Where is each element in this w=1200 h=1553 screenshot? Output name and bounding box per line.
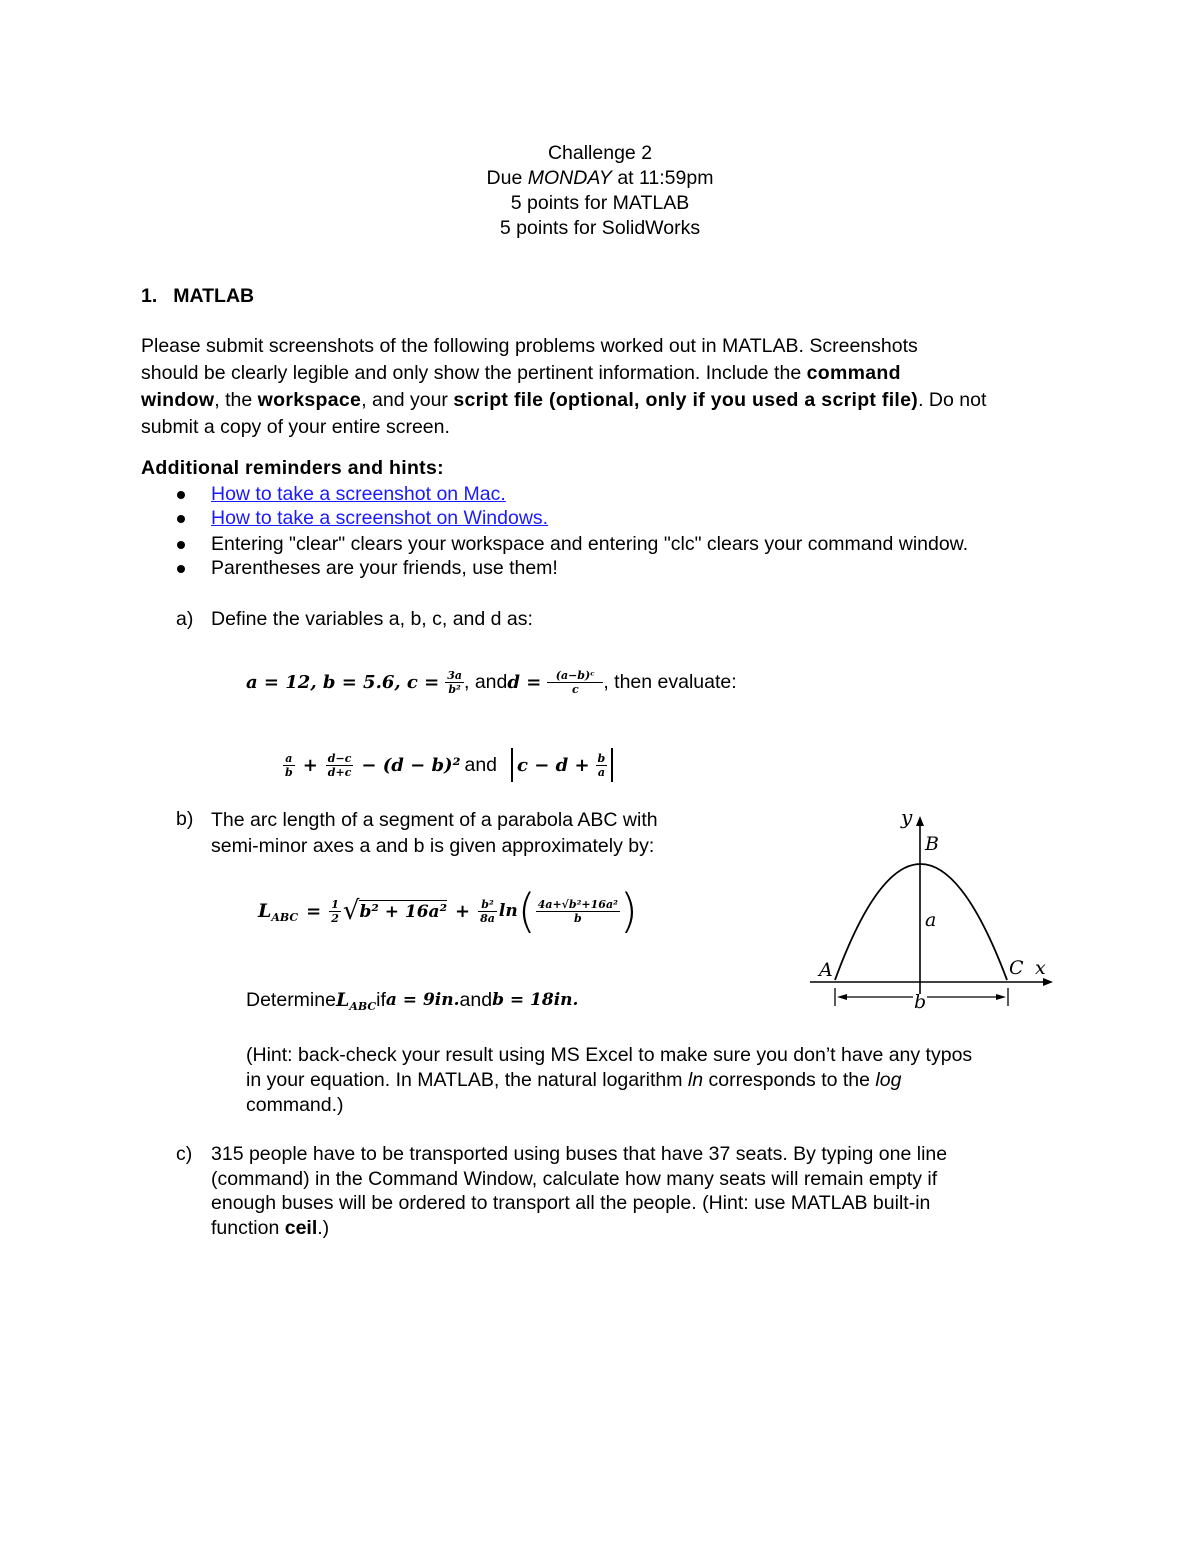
part-a-text: Define the variables a, b, c, and d as:	[211, 608, 533, 630]
part-c-text: 315 people have to be transported using buses that have 37 seats. By typing one line (command) in the Command Window, calculate how many seats will remain empty if enough buses will be ordered to transport all the people. (Hint: use MATLAB built-in function ceil.)	[211, 1143, 948, 1239]
right-paren-icon: )	[619, 884, 638, 938]
frac-half: $\frac{1}{2}$	[331, 897, 339, 925]
sqrt-icon: √	[342, 896, 360, 926]
part-c-label: c)	[176, 1143, 193, 1165]
left-paren-icon: (	[517, 884, 536, 938]
part-a-label: a)	[176, 608, 194, 630]
doc-title: Challenge 2	[547, 142, 653, 164]
frac-b2-8a: $\frac{\text{b²}}{8a}$	[480, 897, 495, 925]
bullet-icon	[177, 515, 185, 523]
hint-parentheses: Parentheses are your friends, use them!	[211, 557, 558, 579]
bullet-icon	[177, 491, 185, 499]
label-A: A	[819, 959, 833, 981]
points-matlab: 5 points for MATLAB	[510, 192, 690, 214]
intro-paragraph: Please submit screenshots of the following problems worked out in MATLAB. Screenshots should be clearly legible and only show the pertinent information. Include the command window, the workspace, and your script file (optional, only if you used a script file). Do not submit a copy of your entire screen.	[141, 335, 987, 438]
part-b-label: b)	[176, 808, 194, 830]
hint-clear-clc: Entering "clear" clears your workspace and entering "clc" clears your command window.	[211, 533, 969, 555]
frac-d: $\frac{\text{(a−b)ᶜ}}{c}$	[547, 669, 603, 696]
frac-c: $\frac{3a}{\text{b²}}$	[447, 668, 462, 696]
determine-line: Determine L $_{ABC}$ if a = 9in. and b = 18in.	[246, 988, 579, 1013]
part-a-definitions: a = 12, b = 5.6, c = $\frac{3a}{\text{b²}}$ , and d = $\frac{\text{(a−b)ᶜ}}{c}$ , then evaluate:	[246, 668, 737, 696]
part-b-text: The arc length of a segment of a parabola ABC with semi-minor axes a and b is given approximately by:	[211, 809, 658, 857]
section-heading: 1. MATLAB	[141, 285, 255, 307]
points-solidworks: 5 points for SolidWorks	[499, 217, 701, 239]
frac-b-over-a: $\frac{b}{a}$	[597, 751, 606, 779]
label-B: B	[925, 833, 939, 855]
parabola-figure	[805, 808, 1060, 1018]
part-a-expressions: $\frac{a}{b}$ + $\frac{d-c}{d+c}$ − (d − b)² and c − d + $\frac{b}{a}$	[283, 743, 613, 787]
label-x: x	[1035, 957, 1046, 979]
label-C: C	[1009, 957, 1024, 979]
frac-dc: $\frac{d-c}{d+c}$	[327, 751, 352, 779]
frac-ln-arg: $\frac{\text{4a+√b²+16a²}}{b}$	[537, 897, 618, 925]
y-axis-arrow-icon	[916, 816, 924, 826]
link-screenshot-mac[interactable]: How to take a screenshot on Mac.	[211, 483, 506, 505]
label-y: y	[901, 808, 913, 829]
hints-heading: Additional reminders and hints:	[141, 457, 444, 479]
bullet-icon	[177, 565, 185, 573]
bullet-icon	[177, 541, 185, 549]
x-axis-arrow-icon	[1043, 978, 1053, 986]
arc-length-formula: L $_{ABC}$ = $\frac{1}{2}$ √ b² + 16a² + $\frac{\text{b²}}{8a}$ ln ( $\frac{\text{4a+√b²+16a²}}{b}$ )	[258, 884, 638, 938]
label-b: b	[914, 991, 927, 1013]
due-line: Due MONDAY at 11:59pm	[486, 167, 714, 189]
parabola-curve	[835, 864, 1007, 980]
link-screenshot-windows[interactable]: How to take a screenshot on Windows.	[211, 507, 549, 529]
frac-a-over-b: $\frac{a}{b}$	[285, 751, 293, 779]
due-day: MONDAY	[527, 167, 612, 189]
abs-value-expression: c − d + $\frac{b}{a}$	[511, 748, 613, 782]
part-b-hint: (Hint: back-check your result using MS Excel to make sure you don’t have any typos in your equation. In MATLAB, the natural logarithm ln corresponds to the log command.)	[246, 1044, 973, 1116]
label-a: a	[925, 909, 937, 931]
